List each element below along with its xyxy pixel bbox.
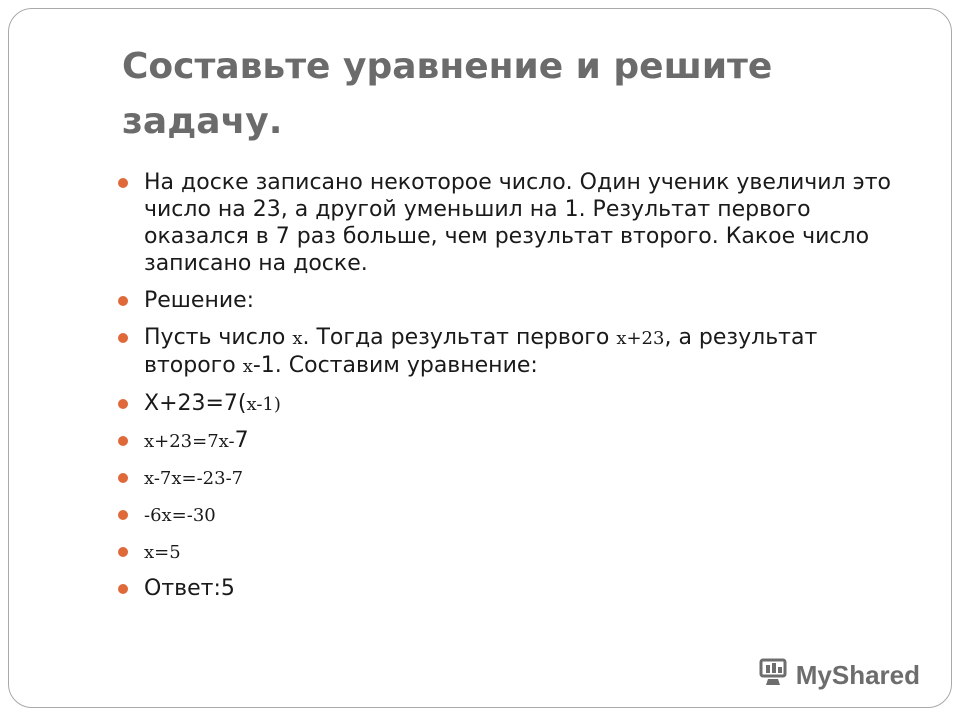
- equation-5-main: x=5: [144, 542, 181, 563]
- equation-2: [114, 427, 914, 454]
- equation-1-main: X+23=7(: [144, 391, 247, 416]
- equation-1-tail: x-1): [246, 394, 281, 415]
- slide-title: Составьте уравнение и решите задачу.: [122, 46, 773, 142]
- equation-3: [114, 464, 914, 491]
- myshared-logo-icon: [758, 657, 792, 694]
- equation-4: [114, 501, 914, 528]
- equation-1: [114, 390, 914, 417]
- equation-2-main: x+23=7x-: [144, 431, 235, 452]
- let-expr-second: x: [242, 356, 253, 377]
- equation-2-tail: 7: [234, 428, 249, 453]
- let-var-x: x: [292, 328, 303, 349]
- let-statement: [114, 324, 914, 380]
- let-part2: . Тогда результат первого: [302, 325, 617, 350]
- slide-frame: [8, 8, 952, 708]
- answer-text: Ответ:5: [114, 575, 914, 602]
- bullet-list: [114, 169, 914, 602]
- let-part3: , а результат второго: [144, 325, 818, 378]
- let-expr-first: x+23: [616, 328, 665, 349]
- let-part4: -1. Составим уравнение:: [252, 353, 538, 378]
- equation-5: [114, 538, 914, 565]
- equation-3-main: x-7x=-23-7: [144, 468, 244, 489]
- solution-label: Решение:: [114, 287, 914, 314]
- myshared-watermark: [758, 657, 920, 694]
- watermark-text: MyShared: [795, 660, 920, 690]
- let-part1: Пусть число: [144, 325, 293, 350]
- equation-4-main: -6x=-30: [144, 505, 216, 526]
- problem-text: На доске записано некоторое число. Один ученик увеличил это число на 23, а другой уменьшил на 1. Результат первого оказался в 7 раз больше, чем результат второго. Какое число записано на доске.: [114, 169, 914, 277]
